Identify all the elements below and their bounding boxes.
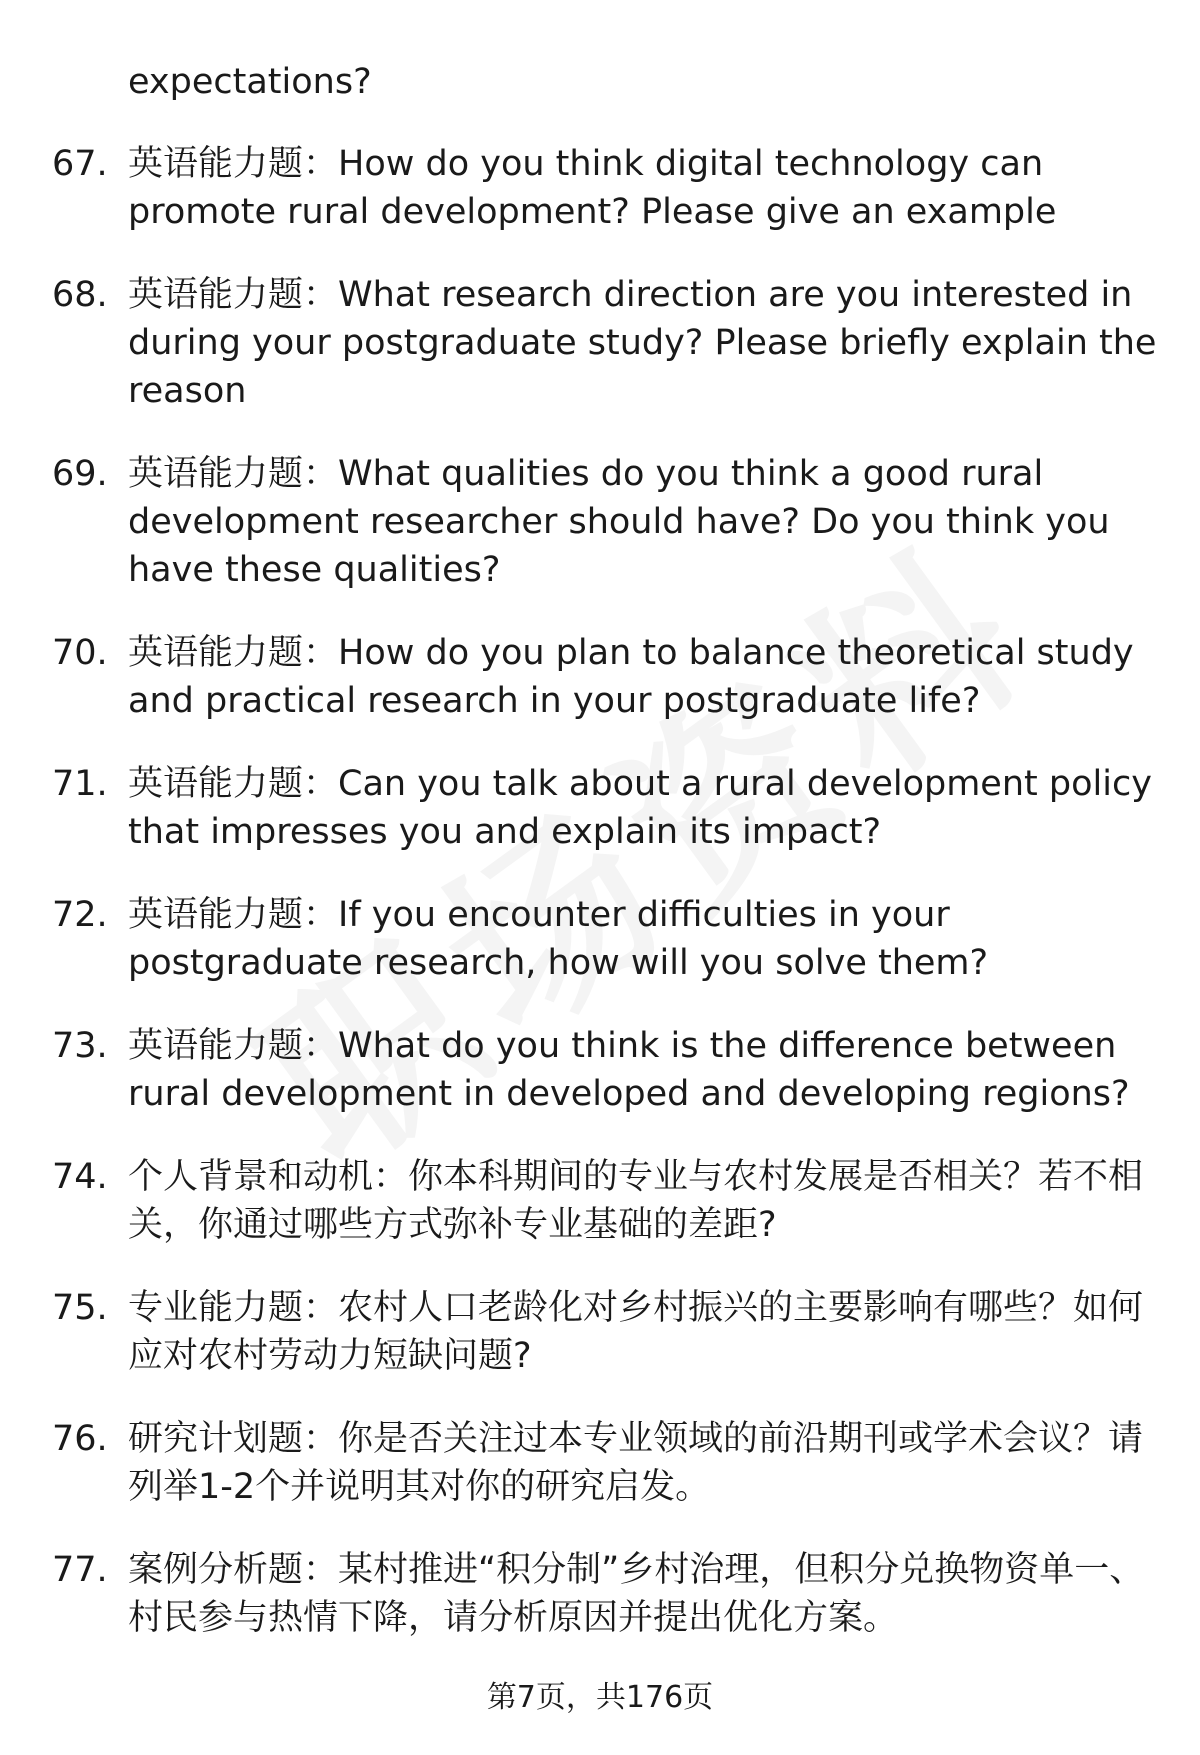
page-number-footer: 第7页，共176页 <box>486 1680 714 1715</box>
question-text: 个人背景和动机：你本科期间的专业与农村发展是否相关？若不相关，你通过哪些方式弥补专业基础的差距? <box>128 1157 1144 1245</box>
question-item <box>52 1284 1162 1380</box>
question-item <box>52 1415 1162 1511</box>
question-number: 69. <box>52 454 108 494</box>
question-item <box>52 1022 1162 1118</box>
question-number: 68. <box>52 275 108 315</box>
question-text: 英语能力题：How do you think digital technology can promote rural development? Please give an example <box>128 144 1057 232</box>
question-number: 73. <box>52 1026 108 1066</box>
question-item <box>52 891 1162 987</box>
question-text: 英语能力题：Can you talk about a rural development policy that impresses you and explain its impact? <box>128 764 1152 852</box>
question-number: 72. <box>52 895 108 935</box>
question-text: 案例分析题：某村推进“积分制”乡村治理，但积分兑换物资单一、村民参与热情下降，请分析原因并提出优化方案。 <box>128 1550 1145 1638</box>
question-text: 英语能力题：What research direction are you interested in during your postgraduate study? Please briefly explain the reason <box>128 275 1157 411</box>
question-item <box>52 1546 1162 1642</box>
question-text: 英语能力题：If you encounter difficulties in your postgraduate research, how will you solve them? <box>128 895 989 983</box>
question-number: 77. <box>52 1550 108 1590</box>
question-item <box>52 629 1162 725</box>
question-number: 71. <box>52 764 108 804</box>
question-list <box>52 140 1162 1677</box>
question-item <box>52 271 1162 415</box>
question-text: 英语能力题：What do you think is the difference between rural development in developed and developing regions? <box>128 1026 1130 1114</box>
question-item <box>52 450 1162 594</box>
question-item <box>52 760 1162 856</box>
question-text: 研究计划题：你是否关注过本专业领域的前沿期刊或学术会议？请列举1-2个并说明其对你的研究启发。 <box>128 1419 1144 1507</box>
question-text: 英语能力题：How do you plan to balance theoretical study and practical research in your postgraduate life? <box>128 633 1134 721</box>
question-item <box>52 1153 1162 1249</box>
question-number: 76. <box>52 1419 108 1459</box>
continued-question-text: expectations? <box>128 62 372 102</box>
question-text: 专业能力题：农村人口老龄化对乡村振兴的主要影响有哪些？如何应对农村劳动力短缺问题? <box>128 1288 1144 1376</box>
question-number: 70. <box>52 633 108 673</box>
question-number: 75. <box>52 1288 108 1328</box>
question-item <box>52 140 1162 236</box>
question-number: 74. <box>52 1157 108 1197</box>
question-text: 英语能力题：What qualities do you think a good rural development researcher should have? Do you think you have these qualities? <box>128 454 1110 590</box>
question-number: 67. <box>52 144 108 184</box>
